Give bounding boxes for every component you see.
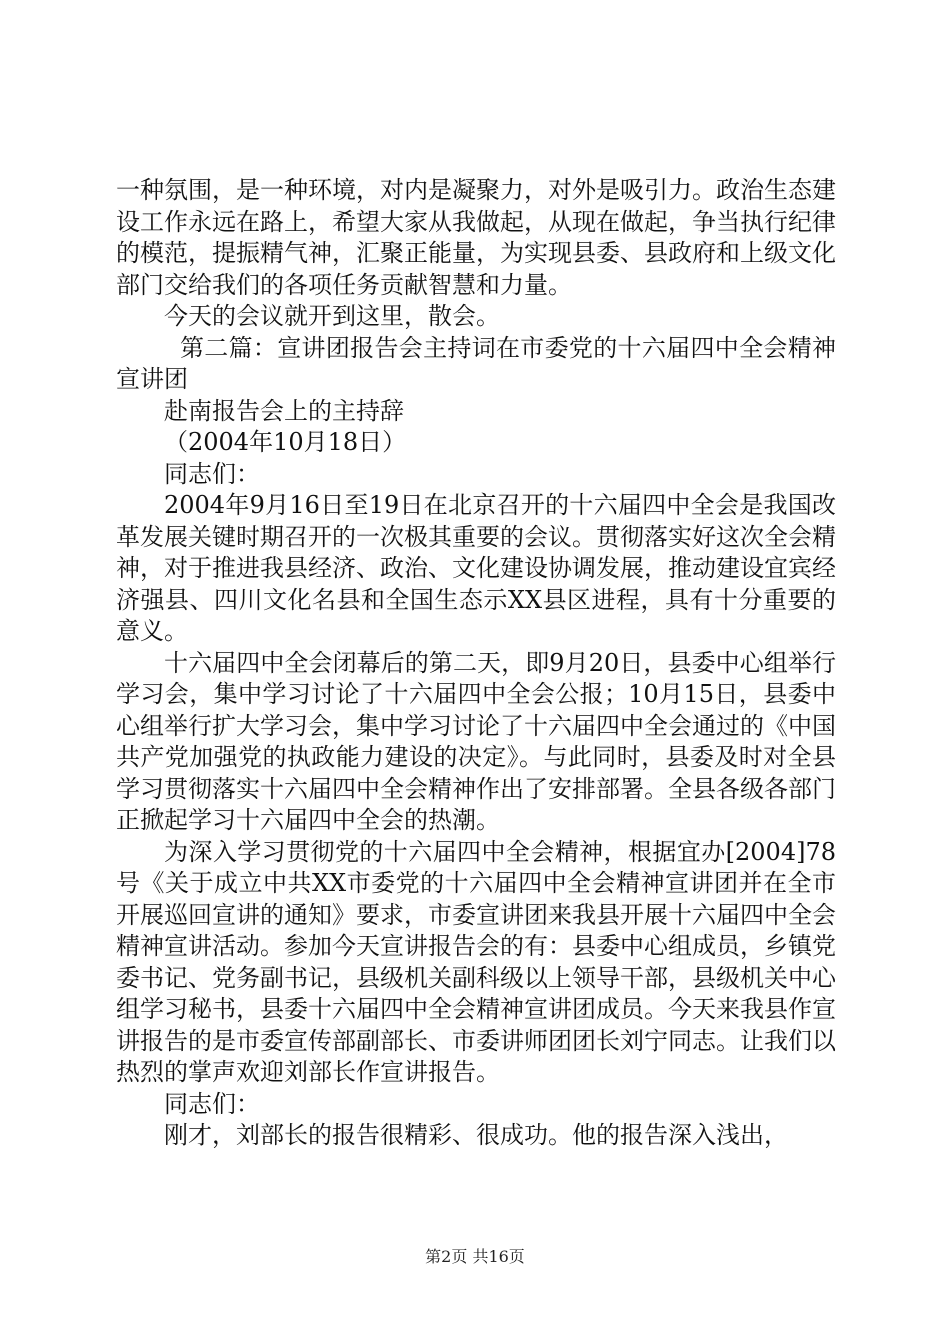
paragraph-closing-remarks: 一种氛围，是一种环境，对内是凝聚力，对外是吸引力。政治生态建设工作永远在路上，希望大家从我做起，从现在做起，争当执行纪律的模范，提振精气神，汇聚正能量，为实现县委、县政府和上级文化部门交给我们的各项任务贡献智慧和力量。 bbox=[116, 176, 836, 299]
paragraph-meeting-adjourned: 今天的会议就开到这里，散会。 bbox=[164, 302, 500, 330]
section-subheading: 赴南报告会上的主持辞 bbox=[164, 396, 404, 425]
section-heading: 第二篇：宣讲团报告会主持词在市委党的十六届四中全会精神宣讲团 bbox=[116, 333, 836, 393]
document-body bbox=[116, 175, 836, 1152]
page-number-footer: 第2页 共16页 bbox=[425, 1247, 525, 1266]
section-date: （2004年10月18日） bbox=[164, 428, 407, 456]
paragraph-plenum-significance: 2004年9月16日至19日在北京召开的十六届四中全会是我国改革发展关键时期召开的一次极其重要的会议。贯彻落实好这次全会精神，对于推进我县经济、政治、文化建设协调发展，推动建设宜宾经济强县、四川文化名县和全国生态示XX县区进程，具有十分重要的意义。 bbox=[116, 491, 836, 645]
paragraph-lecture-introduction: 为深入学习贯彻党的十六届四中全会精神，根据宜办[2004]78号《关于成立中共XX市委党的十六届四中全会精神宣讲团并在全市开展巡回宣讲的通知》要求，市委宣讲团来我县开展十六届四中全会精神宣讲活动。参加今天宣讲报告会的有：县委中心组成员，乡镇党委书记、党务副书记，县级机关副科级以上领导干部，县级机关中心组学习秘书，县委十六届四中全会精神宣讲团成员。今天来我县作宣讲报告的是市委宣传部副部长、市委讲师团团长刘宁同志。让我们以热烈的掌声欢迎刘部长作宣讲报告。 bbox=[116, 837, 836, 1086]
salutation: 同志们： bbox=[164, 459, 260, 488]
salutation-second: 同志们： bbox=[164, 1089, 260, 1118]
paragraph-report-comment: 刚才，刘部长的报告很精彩、很成功。他的报告深入浅出， bbox=[164, 1121, 788, 1149]
paragraph-study-sessions: 十六届四中全会闭幕后的第二天，即9月20日，县委中心组举行学习会，集中学习讨论了十六届四中全会公报；10月15日，县委中心组举行扩大学习会，集中学习讨论了十六届四中全会通过的《中国共产党加强党的执政能力建设的决定》。与此同时，县委及时对全县学习贯彻落实十六届四中全会精神作出了安排部署。全县各级各部门正掀起学习十六届四中全会的热潮。 bbox=[116, 648, 836, 834]
